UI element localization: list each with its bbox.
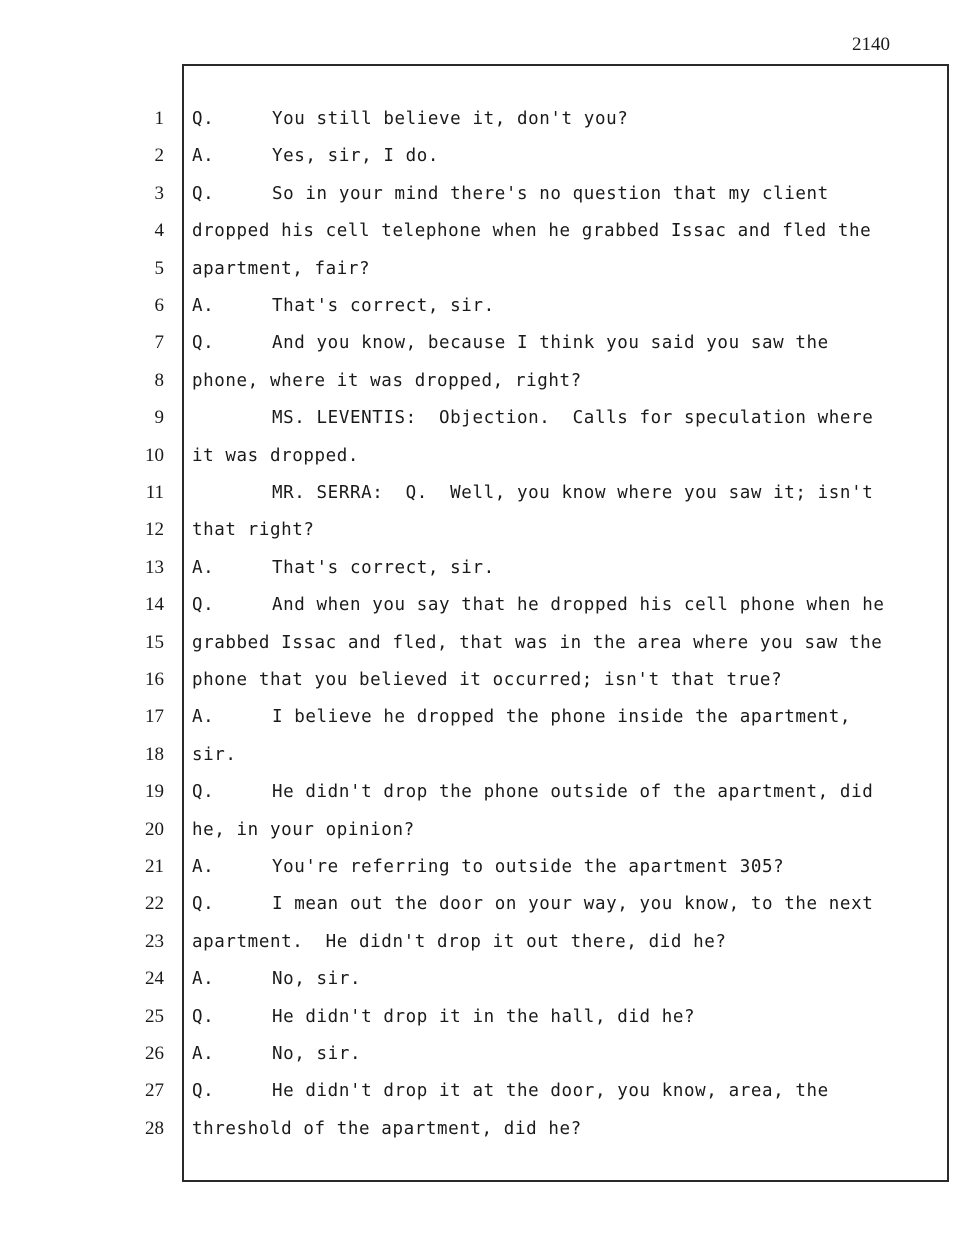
speaker-label: A. — [192, 857, 215, 877]
line-body: So in your mind there's no question that my client — [272, 183, 829, 204]
line-body: No, sir. — [272, 1044, 362, 1064]
line-body: apartment, fair? — [192, 258, 371, 279]
line-number: 7 — [154, 332, 164, 354]
line-number: 10 — [145, 444, 164, 466]
speaker-label: Q. — [192, 894, 215, 915]
line-body: sir. — [192, 744, 237, 765]
speaker-label: Q. — [192, 782, 215, 803]
transcript-line — [192, 633, 882, 653]
transcript-line — [192, 969, 361, 989]
line-number: 8 — [154, 369, 164, 391]
line-number: 23 — [145, 930, 164, 952]
transcript-line — [192, 483, 873, 503]
transcript-line — [192, 1081, 829, 1101]
transcript-line — [192, 820, 415, 840]
line-number: 25 — [145, 1005, 164, 1027]
line-body: You're referring to outside the apartment 305? — [272, 857, 785, 877]
speaker-label: Q. — [192, 1006, 215, 1027]
line-body: I believe he dropped the phone inside the apartment, — [272, 707, 852, 728]
line-body: he, in your opinion? — [192, 819, 415, 840]
transcript-line — [192, 1007, 695, 1027]
transcript-line — [192, 146, 439, 166]
line-body: phone that you believed it occurred; isn't that true? — [192, 670, 783, 690]
speaker-label: Q. — [192, 109, 215, 129]
line-number: 20 — [145, 818, 164, 840]
transcript-line — [192, 745, 237, 765]
line-number: 27 — [145, 1080, 164, 1102]
line-number: 3 — [154, 182, 164, 204]
transcript-line — [192, 520, 315, 540]
transcript-line — [192, 259, 370, 279]
transcript-line — [192, 670, 782, 690]
transcript-line — [192, 184, 829, 204]
transcript-line — [192, 595, 884, 615]
line-number: 16 — [145, 669, 164, 690]
line-body: Yes, sir, I do. — [272, 146, 440, 167]
transcript-line — [192, 221, 871, 241]
transcript-line — [192, 296, 495, 316]
line-number: 9 — [154, 407, 164, 429]
line-body: dropped his cell telephone when he grabbed Issac and fled the — [192, 221, 872, 242]
line-number: 28 — [145, 1117, 164, 1139]
transcript-line — [192, 408, 873, 428]
transcript-line — [192, 446, 359, 466]
line-body: that right? — [192, 520, 315, 541]
line-body: MR. SERRA: Q. Well, you know where you saw it; isn't — [272, 483, 874, 503]
line-body: grabbed Issac and fled, that was in the area where you saw the — [192, 632, 883, 653]
line-number: 17 — [145, 706, 164, 728]
speaker-label: A. — [192, 146, 215, 167]
page-number: 2140 — [852, 34, 890, 55]
speaker-label: Q. — [192, 1081, 215, 1102]
speaker-label: A. — [192, 296, 215, 316]
line-body: I mean out the door on your way, you know, to the next — [272, 894, 874, 915]
line-body: He didn't drop it at the door, you know, area, the — [272, 1081, 829, 1102]
line-number: 4 — [154, 220, 164, 242]
speaker-label: A. — [192, 707, 215, 728]
line-number: 21 — [145, 856, 164, 877]
transcript-line — [192, 782, 873, 802]
line-number: 18 — [145, 743, 164, 765]
line-body: MS. LEVENTIS: Objection. Calls for speculation where — [272, 408, 874, 429]
line-number: 22 — [145, 893, 164, 915]
line-number: 2 — [154, 145, 164, 167]
speaker-label: A. — [192, 557, 215, 578]
line-number: 19 — [145, 781, 164, 803]
speaker-label: A. — [192, 1044, 215, 1064]
line-body: You still believe it, don't you? — [272, 109, 629, 129]
line-number: 14 — [145, 594, 164, 616]
transcript-line — [192, 894, 873, 914]
transcript-line — [192, 707, 851, 727]
line-number: 15 — [145, 631, 164, 653]
transcript-line — [192, 932, 727, 952]
line-body: And you know, because I think you said you saw the — [272, 333, 829, 354]
speaker-label: Q. — [192, 595, 215, 616]
line-body: apartment. He didn't drop it out there, did he? — [192, 931, 727, 952]
transcript-line — [192, 857, 784, 877]
line-number: 11 — [145, 482, 164, 503]
line-body: That's correct, sir. — [272, 557, 495, 578]
line-body: phone, where it was dropped, right? — [192, 370, 582, 391]
line-body: threshold of the apartment, did he? — [192, 1118, 582, 1139]
line-body: And when you say that he dropped his cell phone when he — [272, 595, 885, 616]
transcript-line — [192, 1119, 582, 1139]
line-number: 24 — [145, 968, 164, 990]
transcript-line — [192, 333, 829, 353]
line-number: 13 — [145, 556, 164, 578]
line-number: 5 — [154, 257, 164, 279]
transcript-line — [192, 371, 582, 391]
line-body: it was dropped. — [192, 445, 360, 466]
line-body: He didn't drop the phone outside of the apartment, did — [272, 782, 874, 803]
transcript-line — [192, 109, 628, 129]
line-body: That's correct, sir. — [272, 296, 495, 316]
speaker-label: Q. — [192, 183, 215, 204]
line-number: 12 — [145, 519, 164, 541]
line-number: 6 — [154, 295, 164, 316]
line-body: No, sir. — [272, 969, 362, 990]
line-number: 1 — [154, 108, 164, 129]
speaker-label: A. — [192, 969, 215, 990]
line-body: He didn't drop it in the hall, did he? — [272, 1006, 696, 1027]
transcript-line — [192, 558, 495, 578]
transcript-line — [192, 1044, 361, 1064]
line-number: 26 — [145, 1043, 164, 1064]
speaker-label: Q. — [192, 333, 215, 354]
